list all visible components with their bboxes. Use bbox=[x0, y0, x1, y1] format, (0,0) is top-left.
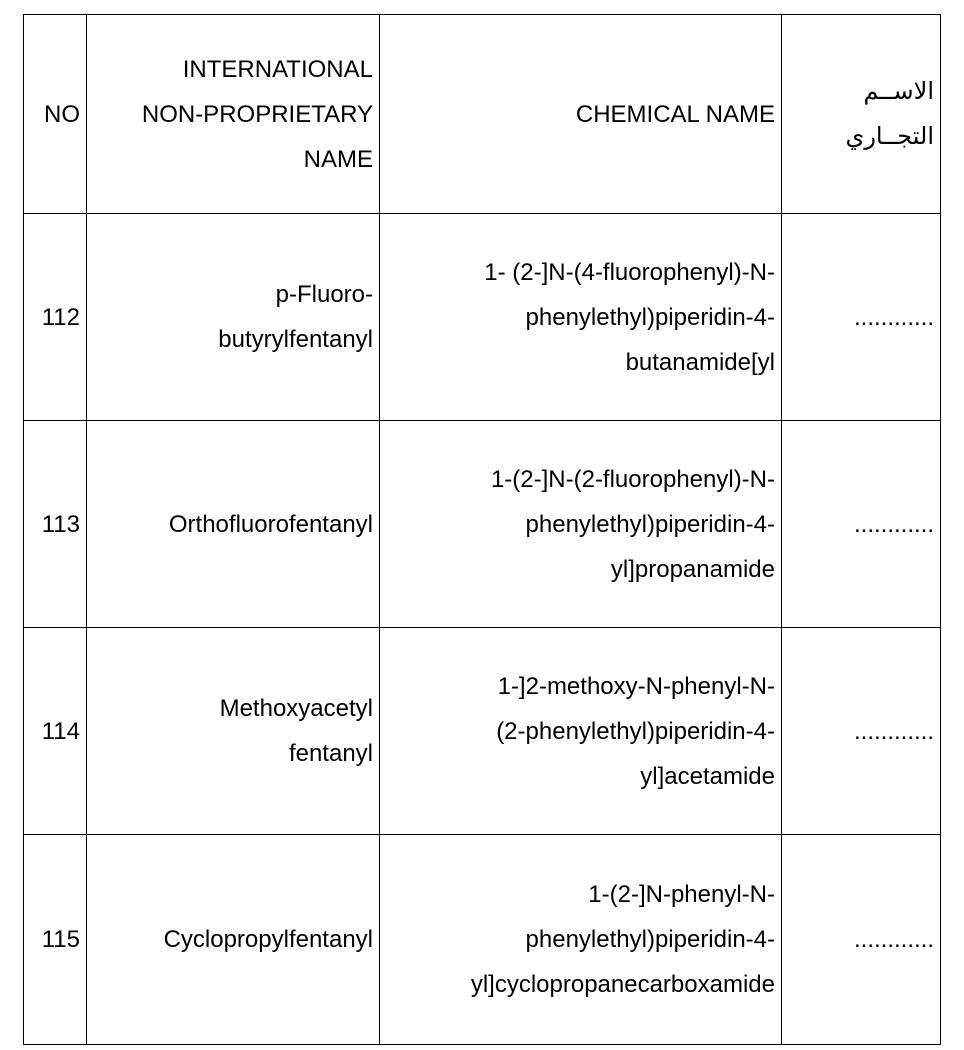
controlled-substances-table bbox=[23, 14, 941, 1045]
chemical-line: yl]cyclopropanecarboxamide bbox=[470, 971, 775, 998]
header-chemical-name: CHEMICAL NAME bbox=[380, 15, 782, 214]
row-trade-name: ............ bbox=[782, 421, 941, 628]
chemical-line: phenylethyl)piperidin-4- bbox=[525, 926, 775, 953]
row-number: 114 bbox=[24, 628, 87, 835]
table-row bbox=[24, 214, 941, 421]
inn-line: butyrylfentanyl bbox=[218, 326, 373, 353]
header-inn bbox=[87, 15, 380, 214]
chemical-line: 1-(2-]N-(2-fluorophenyl)-N- bbox=[490, 465, 775, 493]
chemical-line: 1-(2-]N-phenyl-N- bbox=[588, 881, 775, 908]
row-inn bbox=[87, 628, 380, 835]
row-number: 115 bbox=[24, 835, 87, 1045]
row-chemical-name bbox=[380, 214, 782, 421]
row-inn bbox=[87, 835, 380, 1045]
row-trade-name: ............ bbox=[782, 214, 941, 421]
header-no: NO bbox=[24, 15, 87, 214]
chemical-line: yl]propanamide bbox=[610, 555, 775, 583]
chemical-line: 1-]2-methoxy-N-phenyl-N- bbox=[497, 672, 775, 700]
inn-line: Orthofluorofentanyl bbox=[168, 510, 373, 538]
row-chemical-name bbox=[380, 421, 782, 628]
row-trade-name: ............ bbox=[782, 628, 941, 835]
row-trade-name: ............ bbox=[782, 835, 941, 1045]
header-inn-line: NAME bbox=[303, 145, 373, 173]
chemical-line: (2-phenylethyl)piperidin-4- bbox=[496, 717, 775, 745]
row-chemical-name bbox=[380, 628, 782, 835]
inn-line: p-Fluoro- bbox=[275, 281, 373, 308]
header-inn-line: INTERNATIONAL bbox=[182, 55, 373, 83]
header-trade-name bbox=[782, 15, 941, 214]
row-chemical-name bbox=[380, 835, 782, 1045]
header-trade-line: التجــاري bbox=[845, 122, 934, 150]
chemical-line: phenylethyl)piperidin-4- bbox=[525, 303, 775, 331]
chemical-line: phenylethyl)piperidin-4- bbox=[525, 510, 775, 538]
row-number: 112 bbox=[24, 214, 87, 421]
header-trade-line: الاســم bbox=[863, 77, 934, 105]
chemical-line: butanamide[yl bbox=[625, 348, 775, 376]
chemical-line: 1- (2-]N-(4-fluorophenyl)-N- bbox=[484, 258, 775, 286]
inn-line: Methoxyacetyl bbox=[219, 695, 373, 722]
inn-line: Cyclopropylfentanyl bbox=[163, 926, 373, 953]
table-header-row bbox=[24, 15, 941, 214]
header-inn-line: NON-PROPRIETARY bbox=[141, 100, 373, 128]
inn-line: fentanyl bbox=[288, 740, 373, 767]
chemical-line: yl]acetamide bbox=[640, 762, 775, 790]
table-row bbox=[24, 421, 941, 628]
table-row bbox=[24, 628, 941, 835]
row-inn bbox=[87, 421, 380, 628]
table-row bbox=[24, 835, 941, 1045]
row-number: 113 bbox=[24, 421, 87, 628]
row-inn bbox=[87, 214, 380, 421]
